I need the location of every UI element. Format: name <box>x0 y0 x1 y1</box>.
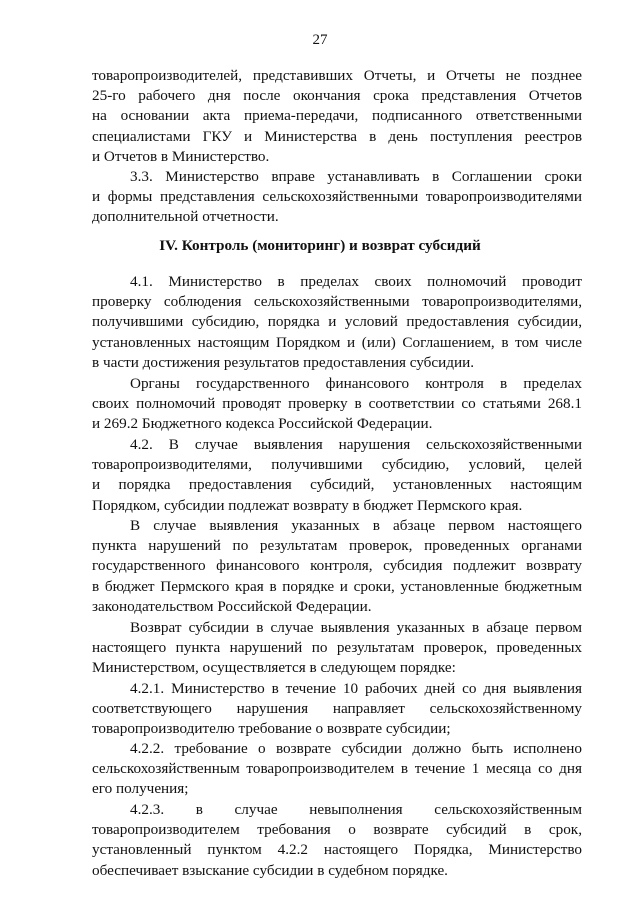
text-line: и 269.2 Бюджетного кодекса Российской Федерации. <box>92 415 433 433</box>
text-line: в бюджет Пермского края в порядке и сроки, установленные бюджетным <box>92 577 582 595</box>
text-line: его получения; <box>92 780 189 798</box>
text-line: товаропроизводителей, представивших Отчеты, и Отчеты не позднее <box>92 67 582 84</box>
text-line: и Отчетов в Министерство. <box>92 147 270 165</box>
text-line: государственного финансового контроля, субсидия подлежит возврату <box>92 557 582 575</box>
text-line: товаропроизводителями, получившими субсидию, условий, целей <box>92 456 582 474</box>
text-line: Возврат субсидии в случае выявления указанных в абзаце первом <box>130 619 582 636</box>
text-line: соответствующего нарушения направляет сельскохозяйственному <box>92 700 582 718</box>
text-line: 4.2.3. в случае невыполнения сельскохозяйственным <box>130 801 582 818</box>
text-line: установленных настоящим Порядком и (или) Соглашением, в том числе <box>92 333 582 351</box>
paragraph <box>92 272 582 373</box>
text-line: В случае выявления указанных в абзаце первом настоящего <box>130 517 582 534</box>
text-line: товаропроизводителем требования о возврате субсидий в срок, <box>92 821 582 839</box>
text-line: в части достижения результатов предоставления субсидии. <box>92 353 475 371</box>
paragraph <box>92 679 582 740</box>
text-line: настоящего пункта нарушений по результатам проверок, проведенных <box>92 639 582 657</box>
text-line: сельскохозяйственным товаропроизводителем в течение 1 месяца со дня <box>92 760 582 778</box>
text-line: 4.1. Министерство в пределах своих полномочий проводит <box>130 273 582 290</box>
paragraph <box>92 516 582 617</box>
text-line: проверку соблюдения сельскохозяйственными товаропроизводителями, <box>92 293 582 311</box>
text-line: на основании акта приема-передачи, подписанного ответственными <box>92 107 582 125</box>
text-line: Министерством, осуществляется в следующем порядке: <box>92 659 456 677</box>
text-line: и порядка предоставления субсидий, установленных настоящим <box>92 476 582 494</box>
text-line: пункта нарушений по результатам проверок, проведенных органами <box>92 537 582 555</box>
text-line: Органы государственного финансового контроля в пределах <box>130 375 582 392</box>
text-line: и формы представления сельскохозяйственными товаропроизводителями <box>92 188 582 206</box>
text-line: законодательством Российской Федерации. <box>92 597 372 615</box>
text-line: дополнительной отчетности. <box>92 208 279 226</box>
text-line: товаропроизводителю требование о возврате субсидии; <box>92 720 451 738</box>
text-line: установленный пунктом 4.2.2 настоящего Порядка, Министерство <box>92 841 582 859</box>
paragraph <box>92 739 582 800</box>
text-line: Порядком, субсидии подлежат возврату в бюджет Пермского края. <box>92 496 523 514</box>
text-line: 4.2. В случае выявления нарушения сельскохозяйственными <box>130 436 582 453</box>
paragraph <box>92 66 582 167</box>
text-line: 3.3. Министерство вправе устанавливать в Соглашении сроки <box>130 168 582 185</box>
paragraph <box>92 800 582 881</box>
paragraph <box>92 435 582 516</box>
text-line: обеспечивает взыскание субсидии в судебном порядке. <box>92 861 448 879</box>
paragraph <box>92 374 582 435</box>
text-line: 4.2.2. требование о возврате субсидии должно быть исполнено <box>130 740 582 757</box>
text-line: специалистами ГКУ и Министерства в день поступления реестров <box>92 127 582 145</box>
text-line: своих полномочий проводят проверку в соответствии со статьями 268.1 <box>92 395 582 413</box>
text-line: получившими субсидию, порядка и условий предоставления субсидии, <box>92 313 582 331</box>
page-number: 27 <box>312 32 328 48</box>
paragraph <box>92 167 582 228</box>
text-line: 4.2.1. Министерство в течение 10 рабочих дней со дня выявления <box>130 680 582 697</box>
paragraph <box>92 618 582 679</box>
section-heading: IV. Контроль (мониторинг) и возврат субсидий <box>159 237 481 254</box>
text-line: 25-го рабочего дня после окончания срока представления Отчетов <box>92 87 582 105</box>
